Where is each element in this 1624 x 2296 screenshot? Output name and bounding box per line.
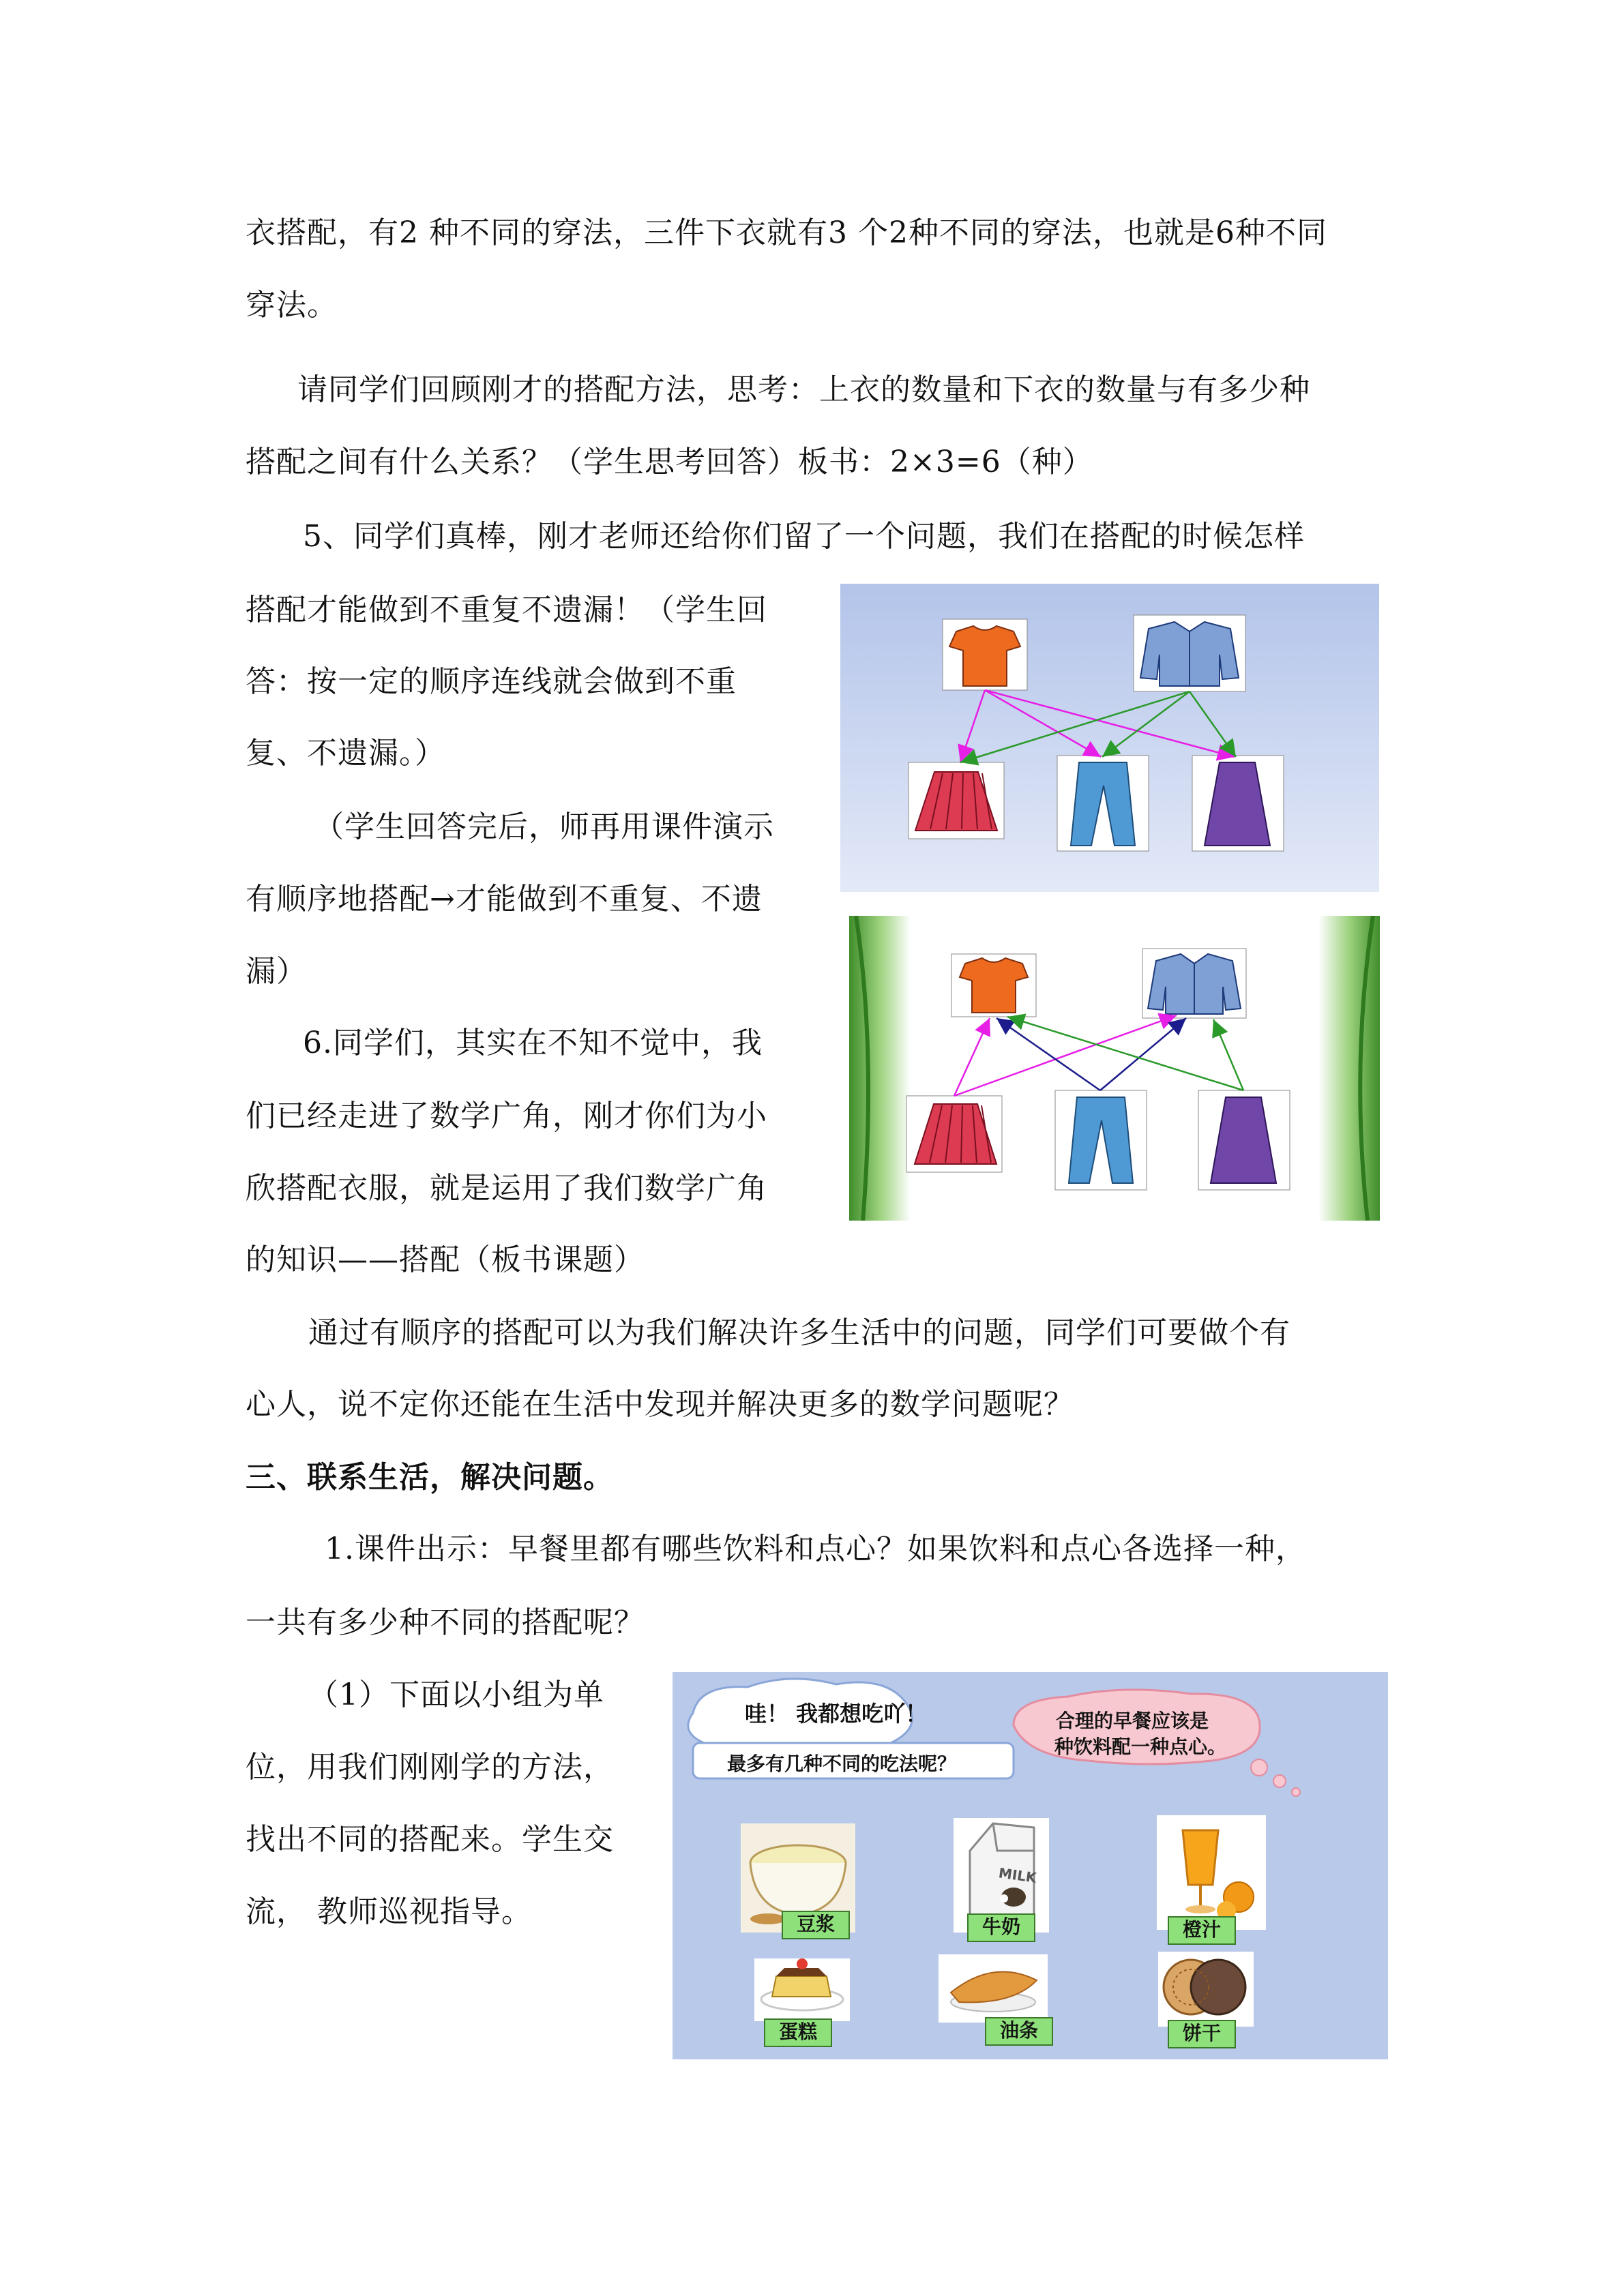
tshirt-icon (943, 619, 1027, 690)
paragraph-line: 穿法。 (246, 288, 338, 323)
paragraph-line: 答：按一定的顺序连线就会做到不重 (246, 664, 737, 699)
paragraph-line: 的知识——搭配（板书课题） (246, 1242, 645, 1277)
skirt-icon (906, 1096, 1002, 1172)
matching-diagram-2 (849, 916, 1380, 1221)
jacket-icon (1134, 615, 1245, 691)
food-label: 油条 (985, 2017, 1053, 2046)
paragraph-line: 衣搭配，有2 种不同的穿法，三件下衣就有3 个2种不同的穿法，也就是6种不同 (246, 215, 1327, 250)
food-label: 豆浆 (782, 1911, 850, 1939)
food-label: 蛋糕 (764, 2018, 832, 2047)
milk-carton-text: MILK (997, 1864, 1037, 1886)
paragraph-line: 1.课件出示：早餐里都有哪些饮料和点心？如果饮料和点心各选择一种， (325, 1532, 1306, 1566)
paragraph-line: 们已经走进了数学广角，刚才你们为小 (246, 1099, 767, 1133)
paragraph-line: 5、同学们真棒，刚才老师还给你们留了一个问题，我们在搭配的时候怎样 (303, 519, 1305, 554)
cake-image (754, 1958, 850, 2021)
matching-diagram-1 (840, 584, 1379, 892)
bubble-right-text-1: 合理的早餐应该是 (1056, 1710, 1209, 1732)
paragraph-line: 搭配才能做到不重复不遗漏！（学生回 (246, 593, 767, 627)
paragraph-line: 通过有顺序的搭配可以为我们解决许多生活中的问题，同学们可要做个有 (308, 1315, 1290, 1350)
paragraph-line: （1）下面以小组为单 (308, 1678, 604, 1712)
jacket-icon (1142, 949, 1246, 1018)
section-heading: 三、联系生活，解决问题。 (246, 1460, 614, 1495)
breakfast-slide (673, 1672, 1388, 2059)
paragraph-line: 漏） (246, 954, 307, 989)
paragraph-line: 心人，说不定你还能在生活中发现并解决更多的数学问题呢？ (246, 1387, 1074, 1422)
paragraph-line: 找出不同的搭配来。学生交 (246, 1822, 614, 1857)
skirt-icon (909, 762, 1004, 839)
food-label: 饼干 (1168, 2020, 1236, 2048)
jeans-icon (1055, 1090, 1147, 1190)
paragraph-line: 有顺序地搭配→才能做到不重复、不遗 (246, 882, 763, 916)
bubble-question-text: 最多有几种不同的吃法呢？ (727, 1753, 957, 1775)
bubble-left-text: 哇！ 我都想吃吖！ (745, 1701, 928, 1727)
bubble-right-text-2: 种饮料配一种点心。 (1054, 1735, 1227, 1758)
paragraph-line: 位，用我们刚刚学的方法， (246, 1750, 614, 1785)
food-label: 橙汁 (1168, 1916, 1236, 1945)
paragraph-line: 搭配之间有什么关系？（学生思考回答）板书：2×3=6（种） (246, 445, 1093, 479)
orange-juice-image (1157, 1815, 1266, 1930)
paragraph-line: 复、不遗漏。） (246, 736, 445, 771)
jeans-icon (1057, 756, 1149, 851)
paragraph-line: （学生回答完后，师再用课件演示 (314, 809, 774, 844)
paragraph-line: 请同学们回顾刚才的搭配方法，思考：上衣的数量和下衣的数量与有多少种 (297, 372, 1310, 407)
paragraph-line: 6.同学们，其实在不知不觉中，我 (303, 1026, 763, 1060)
tshirt-icon (951, 954, 1036, 1017)
fried-dough-stick-image (939, 1954, 1048, 2023)
long-skirt-icon (1198, 1090, 1290, 1190)
paragraph-line: 流， 教师巡视指导。 (246, 1894, 532, 1929)
paragraph-line: 欣搭配衣服，就是运用了我们数学广角 (246, 1171, 767, 1206)
biscuit-image (1158, 1952, 1254, 2027)
food-label: 牛奶 (967, 1913, 1035, 1942)
long-skirt-icon (1192, 756, 1284, 851)
paragraph-line: 一共有多少种不同的搭配呢？ (246, 1605, 645, 1640)
